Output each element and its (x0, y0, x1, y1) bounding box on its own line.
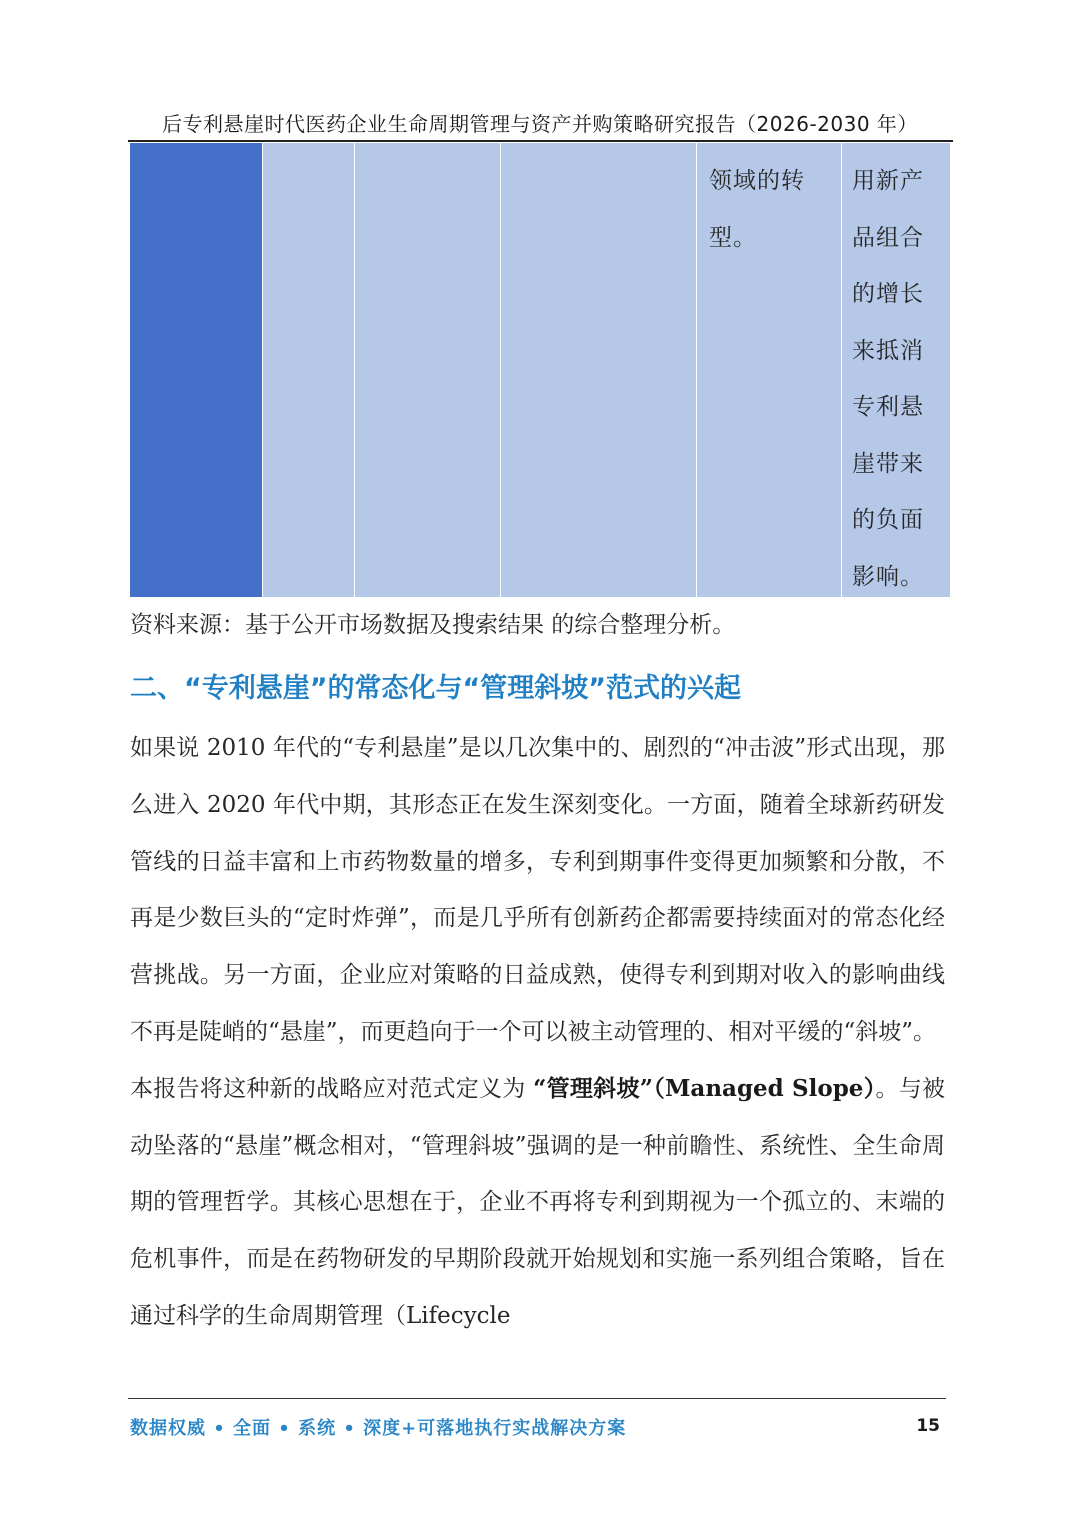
table-cell-col6-text: 用新产品组合的增长来抵消专利悬崖带来的负面影响。 (852, 168, 924, 590)
table-cell-col3 (354, 143, 500, 597)
managed-slope-term: “管理斜坡”（Managed Slope） (533, 1074, 876, 1102)
footer-divider (128, 1398, 946, 1399)
data-table-continuation (130, 143, 950, 597)
paragraph-2 (130, 1061, 945, 1345)
source-note: 资料来源：基于公开市场数据及搜索结果 的综合整理分析。 (130, 612, 736, 638)
paragraph-2-lead: 本报告将这种新的战略应对范式定义为 (130, 1075, 534, 1102)
table-cell-col1 (130, 143, 262, 597)
paragraph-1: 如果说 2010 年代的“专利悬崖”是以几次集中的、剧烈的“冲击波”形式出现，那么进入 2020 年代中期，其形态正在发生深刻变化。一方面，随着全球新药研发管线的日益丰富和上市药物数量的增多，专利到期事件变得更加频繁和分散，不再是少数巨头的“定时炸弹”，而是几乎所有创新药企都需要持续面对的常态化经营挑战。另一方面，企业应对策略的日益成熟，使得专利到期对收入的影响曲线不再是陡峭的“悬崖”，而更趋向于一个可以被主动管理的、相对平缓的“斜坡”。 (130, 735, 945, 1045)
body-text (130, 720, 945, 1345)
table-cell-col4 (500, 143, 696, 597)
page-number: 15 (916, 1416, 940, 1436)
footer-slogan: 数据权威 • 全面 • 系统 • 深度+可落地执行实战解决方案 (130, 1418, 627, 1439)
section-heading: 二、“专利悬崖”的常态化与“管理斜坡”范式的兴起 (130, 673, 741, 704)
table-cell-col5 (696, 143, 841, 597)
header-divider (128, 140, 953, 142)
paragraph-2-rest: 。与被动坠落的“悬崖”概念相对，“管理斜坡”强调的是一种前瞻性、系统性、全生命周期的管理哲学。其核心思想在于，企业不再将专利到期视为一个孤立的、末端的危机事件，而是在药物研发的早期阶段就开始规划和实施一系列组合策略，旨在通过科学的生命周期管理（Lifecycle (130, 1075, 946, 1329)
table-cell-col6 (841, 143, 950, 597)
report-header-title: 后专利悬崖时代医药企业生命周期管理与资产并购策略研究报告（2026-2030 年） (162, 112, 918, 136)
table-cell-col5-text: 领域的转型。 (709, 168, 805, 251)
table-cell-col2 (262, 143, 354, 597)
